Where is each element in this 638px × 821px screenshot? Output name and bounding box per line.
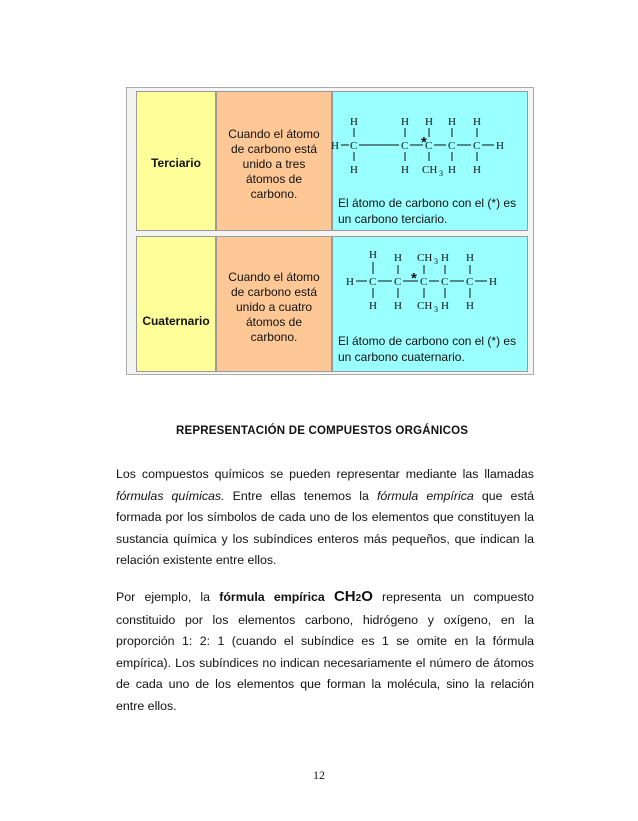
italic-term: fórmula empírica: [376, 488, 474, 503]
row-description: [221, 127, 327, 202]
atom-label: H: [441, 300, 449, 312]
atom-label: C: [401, 140, 409, 152]
atom-label: H: [346, 276, 354, 288]
subscript: 3: [434, 257, 438, 266]
subscript: 3: [434, 305, 438, 314]
text-run: Por ejemplo, la: [116, 590, 220, 604]
paragraph-example: [116, 586, 534, 717]
note-line: un carbono cuaternario.: [338, 350, 465, 364]
atom-label: C: [420, 276, 428, 288]
text-run: representa un compuesto constituido por los elementos carbono, hidrógeno y oxígeno, en la proporción 1: 2: 1 (cuando el subíndice es 1 se omite en la fórmula empírica). Los subíndices no indican necesariamente el número de átomos de cada uno de los elementos que forman la molécula, sino la relación entre ellos.: [116, 590, 534, 713]
atom-label: H: [466, 252, 474, 264]
note-line: El átomo de carbono con el (*) es: [338, 334, 517, 348]
row-note: [338, 195, 523, 227]
formula-subscript: 2: [355, 593, 362, 604]
atom-label: C: [369, 276, 377, 288]
description-line: carbono.: [250, 187, 298, 201]
atom-label: C: [394, 276, 402, 288]
row-description: [221, 270, 327, 345]
text-run: que está formada por los símbolos de cada uno de los elementos que constituyen la sustancia química y los subíndices enteros más pequeños, que indican la relación existente entre ellos.: [116, 488, 534, 567]
row-terciario-structure-cell: [332, 91, 528, 231]
paragraph-formulas: [116, 464, 534, 572]
description-line: de carbono está: [230, 285, 318, 299]
row-note: [338, 333, 523, 365]
atom-label: H: [425, 116, 433, 128]
atom-label: H: [401, 116, 409, 128]
note-line: El átomo de carbono con el (*) es: [338, 196, 517, 210]
row-terciario-label-cell: [136, 91, 216, 231]
row-cuaternario-structure-cell: [332, 236, 528, 372]
section-heading: REPRESENTACIÓN DE COMPUESTOS ORGÁNICOS: [176, 425, 469, 437]
atom-label: H: [441, 252, 449, 264]
row-terciario-description-cell: [216, 91, 332, 231]
atom-label: H: [350, 164, 358, 176]
atom-label: H: [489, 276, 497, 288]
atom-label: H: [473, 116, 481, 128]
atom-label: H: [394, 300, 402, 312]
row-cuaternario-label-cell: [136, 236, 216, 372]
italic-term: fórmulas químicas.: [116, 488, 225, 503]
carbon-classification-table: [126, 87, 534, 375]
row-label: Terciario: [151, 156, 201, 170]
atom-label: H: [394, 252, 402, 264]
atom-label: C: [466, 276, 474, 288]
atom-label: H: [473, 164, 481, 176]
description-line: átomos de: [245, 315, 303, 329]
formula-part: CH: [333, 588, 356, 605]
atom-label: CH: [417, 300, 433, 312]
page-number: 12: [313, 768, 325, 782]
atom-label: CH: [417, 252, 433, 264]
atom-label: H: [369, 249, 377, 261]
description-line: Cuando el átomo: [228, 127, 320, 141]
description-line: unido a tres: [242, 157, 306, 171]
description-line: carbono.: [250, 330, 298, 344]
atom-label: C: [448, 140, 456, 152]
atom-label: H: [466, 300, 474, 312]
description-line: unido a cuatro: [235, 300, 313, 314]
atom-label: C: [350, 140, 358, 152]
note-line: un carbono terciario.: [338, 212, 448, 226]
atom-label: CH: [422, 164, 438, 176]
empirical-formula: [334, 588, 373, 605]
subscript: 3: [439, 169, 443, 178]
atom-label: H: [448, 164, 456, 176]
text-run: Entre ellas tenemos la: [224, 488, 377, 503]
description-line: átomos de: [245, 172, 303, 186]
atom-label: H: [448, 116, 456, 128]
star-marker: *: [421, 134, 427, 151]
description-line: Cuando el átomo: [228, 270, 320, 284]
atom-label: H: [401, 164, 409, 176]
row-label: Cuaternario: [142, 314, 210, 328]
atom-label: C: [441, 276, 449, 288]
row-cuaternario-description-cell: [216, 236, 332, 372]
text-run: Los compuestos químicos se pueden representar mediante las llamadas: [116, 467, 534, 481]
atom-label: H: [496, 140, 504, 152]
atom-label: H: [350, 116, 358, 128]
formula-part: O: [361, 588, 373, 605]
atom-label: C: [425, 140, 433, 152]
star-marker: *: [411, 270, 417, 287]
atom-label: H: [369, 300, 377, 312]
atom-label: H: [331, 140, 339, 152]
atom-label: C: [473, 140, 481, 152]
description-line: de carbono está: [230, 142, 318, 156]
bold-term: fórmula empírica: [219, 590, 325, 604]
